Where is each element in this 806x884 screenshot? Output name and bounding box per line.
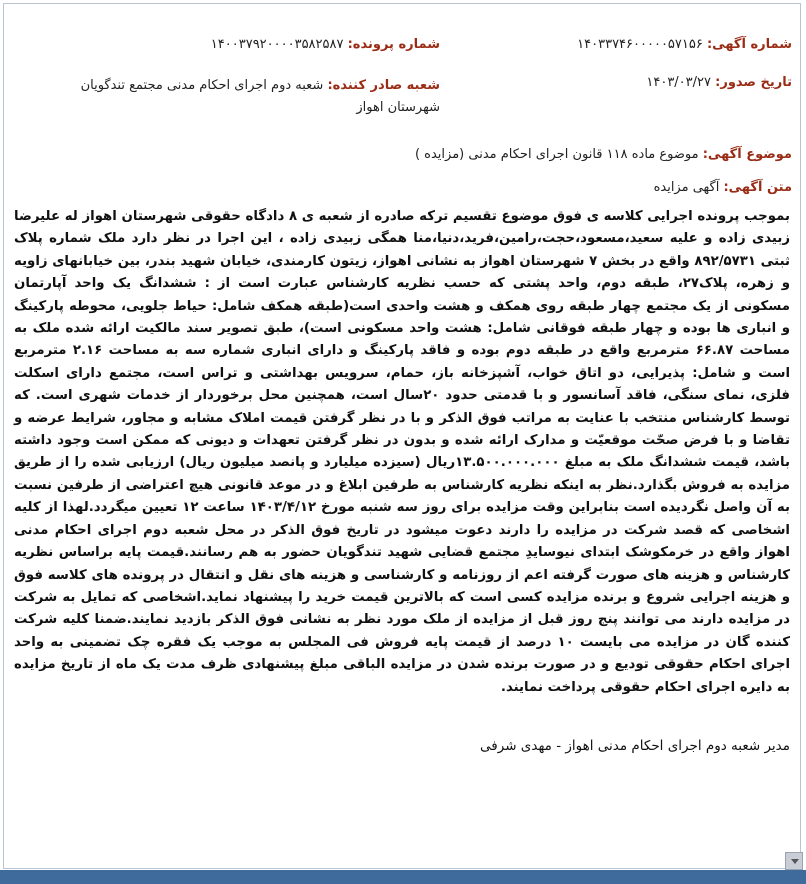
issuing-branch	[80, 75, 440, 119]
notice-subject-label: موضوع آگهی:	[702, 147, 792, 162]
notice-number-value: ۱۴۰۳۳۷۴۶۰۰۰۰۰۵۷۱۵۶	[577, 37, 703, 52]
notice-number-label: شماره آگهی:	[706, 37, 792, 52]
notice-text-label: متن آگهی:	[723, 180, 792, 195]
bottom-bar	[0, 870, 806, 884]
file-number-label: شماره پرونده:	[347, 37, 440, 52]
issuing-branch-value: شعبه دوم اجرای احکام مدنی مجتمع تندگویان شهرستان اهواز	[80, 78, 440, 115]
notice-title: آگهی مزایده	[653, 180, 720, 195]
notice-number	[577, 37, 792, 52]
file-number-value: ۱۴۰۰۳۷۹۲۰۰۰۰۳۵۸۲۵۸۷	[210, 37, 344, 52]
notice-text-heading	[654, 180, 792, 195]
notice-signature: مدیر شعبه دوم اجرای احکام مدنی اهواز - مهدی شرفی	[480, 738, 790, 754]
file-number	[211, 37, 440, 52]
issuing-branch-label: شعبه صادر کننده:	[327, 78, 440, 93]
issue-date-value: ۱۴۰۳/۰۳/۲۷	[646, 75, 711, 90]
scroll-down-icon[interactable]	[785, 852, 803, 870]
issue-date	[646, 75, 792, 90]
notice-body: بموجب پرونده اجرایی کلاسه ی فوق موضوع تقسیم ترکه صادره از شعبه ی ۸ دادگاه حقوقی شهرستان اهواز له علیرضا زبیدی زاده و علیه سعید،مسعود،حجت،رامین،فرید،دنیا،منا همگی زبیدی زاده ، این اجرا در نظر دارد ملک شماره پلاک ثبتی ۸۹۲/۵۷۳۱ واقع در بخش ۷ شهرستان اهواز به نشانی اهواز، زیتون کارمندی، خیابان شهید بندر، بین خیابانهای زاویه و زهره، پلاک۲۷، طبقه دوم، واحد پشتی که حسب نظریه کارشناس عبارت است از : ششدانگ یک واحد آپارتمان مسکونی از یک مجتمع چهار طبقه روی همکف و هشت واحدی است(طبقه همکف شامل: حیاط جلویی، محوطه پارکینگ و انباری ها بوده و چهار طبقه فوقانی شامل: هشت واحد مسکونی است)، طبق تصویر سند مالکیت ارائه شده ملک به مساحت ۶۶.۸۷ مترمربع واقع در طبقه دوم بوده و فاقد پارکینگ و دارای انباری شماره سه به مساحت ۲.۱۶ مترمربع است و شامل: پذیرایی، دو اتاق خواب، آشپزخانه باز، حمام، سرویس بهداشتی و تراس است، مجتمع دارای اسکلت فلزی، نمای سنگی، فاقد آسانسور و با قدمتی حدود ۲۰سال است، همچنین محل برخوردار از خدمات شهری است. که توسط کارشناس منتخب با عنایت به مراتب فوق الذکر و با در نظر گرفتن قیمت املاک مشابه و مجاور، شرایط عرضه و تقاضا و با فرض صحّت موقعیّت و مدارک ارائه شده و بدون در نظر گرفتن تعهدات و دیونی که ممکن است وجود داشته باشد، قیمت ششدانگ ملک به مبلغ ۱۳.۵۰۰.۰۰۰.۰۰۰ریال (سیزده میلیارد و پانصد میلیون ریال) ارزیابی شده را از طریق مزایده به فروش بگذارد.نظر به اینکه نظریه کارشناس به طرفین ابلاغ و در موعد قانونی هیچ اعتراضی از طرفین نسبت به آن واصل نگردیده است بنابراین وقت مزایده برای روز سه شنبه مورخ ۱۴۰۳/۴/۱۲ ساعت ۱۲ تعیین میگردد.لهذا از کلیه اشخاصی که قصد شرکت در مزایده را دارند دعوت میشود در تاریخ فوق الذکر در محل شعبه دوم اجرای احکام مدنی اهواز واقع در خرمکوشک ابتدای نیوسایدِ مجتمع قضایی شهید تندگویان حضور به هم رسانند.قیمت پایه براساس نظریه کارشناس و هزینه های صورت گرفته اعم از روزنامه و کارشناسی و هزینه های نقل و انتقال در پرونده های کلاسه فوق و هزینه اجرایی شروع و برنده مزایده کسی است که بالاترین قیمت خرید را پیشنهاد نماید.اشخاصی که تمایل به شرکت در مزایده دارند می توانند پنج روز قبل از مزایده از ملک مورد نظر به نشانی فوق الذکر بازدید نمایند.ضمنا کلیه شرکت کننده گان در مزایده می بایست ۱۰ درصد از قیمت پایه فروش فی المجلس به موجب یک فقره چک تضمینی به واحد اجرای احکام حقوقی تودیع و در صورت برنده شدن در مزایده الباقی مبلغ پیشنهادی ظرف مدت یک ماه از تاریخ مزایده به دایره اجرای احکام حقوقی پرداخت نمایند.	[14, 209, 791, 695]
issue-date-label: تاریخ صدور:	[715, 75, 792, 90]
notice-subject-value: موضوع ماده ۱۱۸ قانون اجرای احکام مدنی (مزایده )	[414, 147, 699, 162]
notice-subject	[415, 147, 792, 162]
